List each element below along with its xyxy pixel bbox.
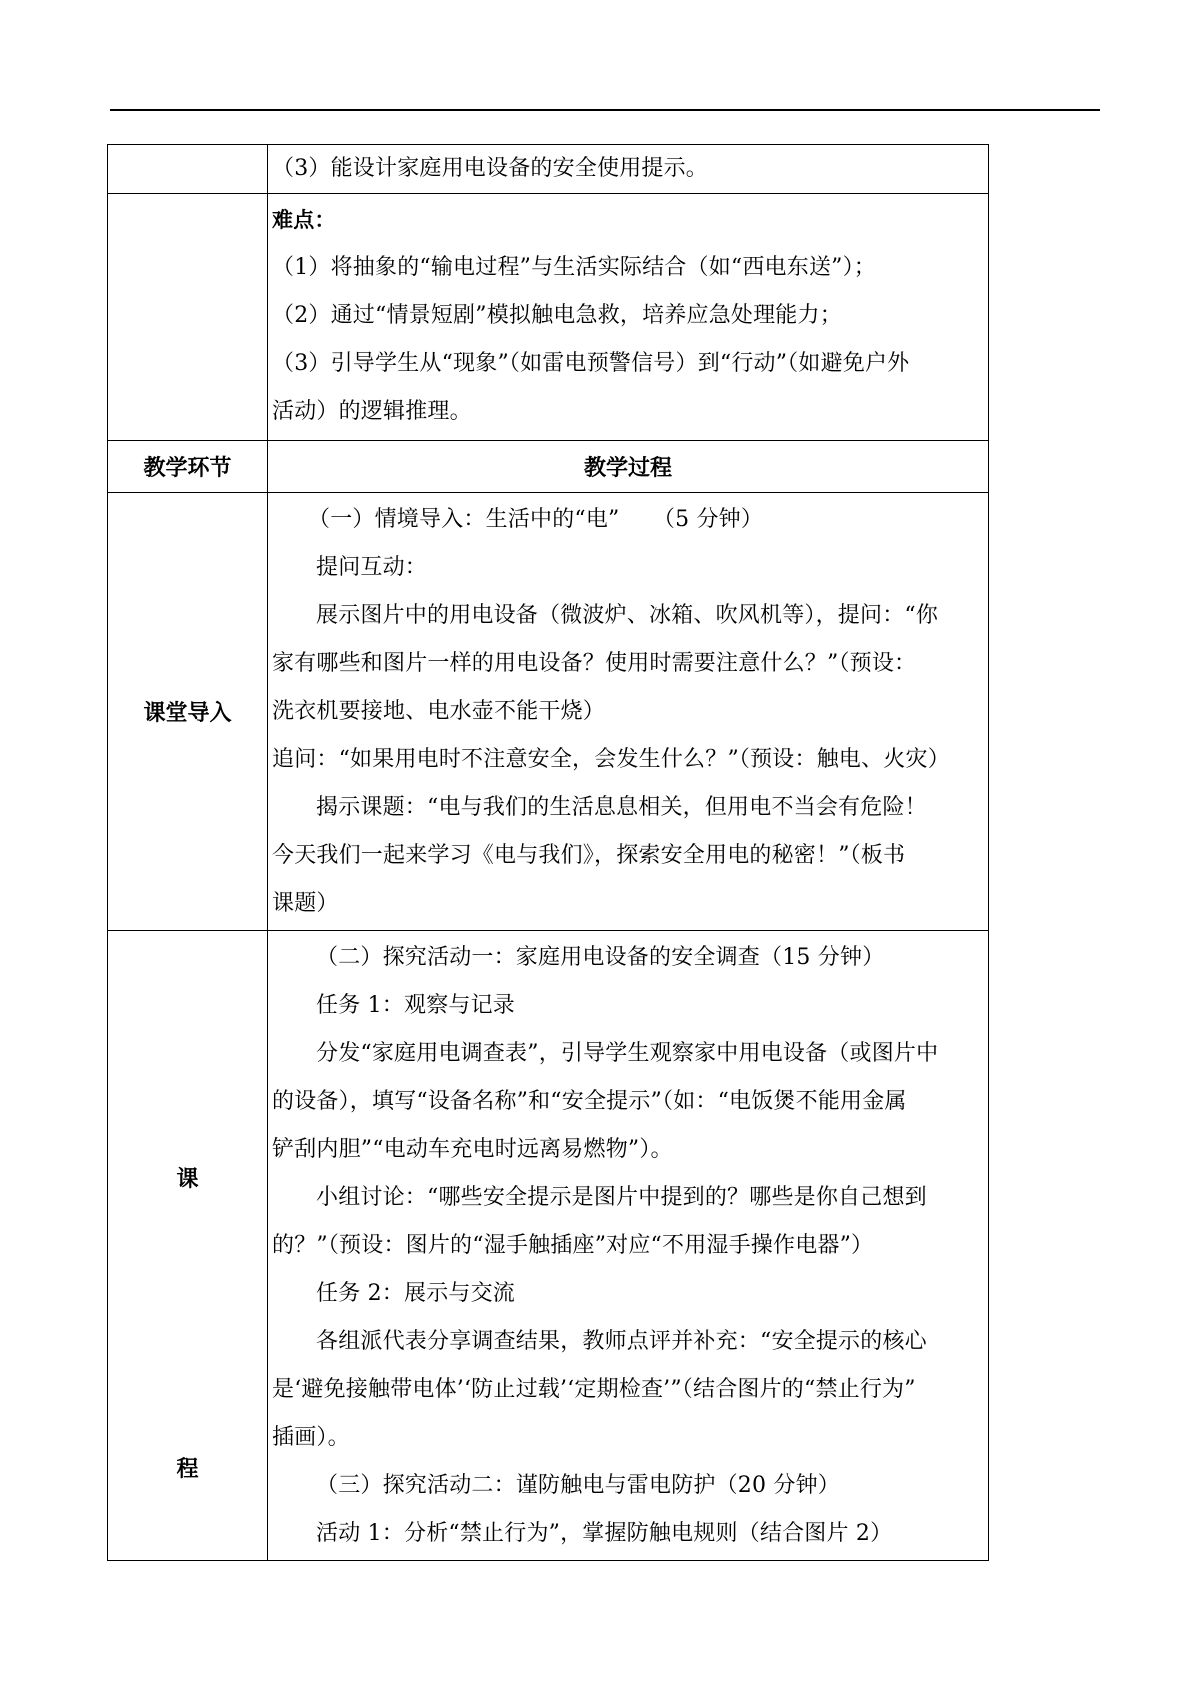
difficulty-line: 活动）的逻辑推理。 <box>272 399 472 424</box>
paragraph-line: 揭示课题：“电与我们的生活息息相关，但用电不当会有危险！ <box>316 795 927 820</box>
paragraph-line: 活动 1：分析“禁止行为”，掌握防触电规则（结合图片 2） <box>316 1521 893 1546</box>
difficulty-line: （1）将抽象的“输电过程”与生活实际结合（如“西电东送”）； <box>272 255 876 280</box>
process-label-cell <box>108 931 268 1561</box>
section-heading: （一）情境导入：生活中的“电” （5 分钟） <box>308 507 764 532</box>
intro-row <box>108 493 989 931</box>
intro-label: 课堂导入 <box>108 493 268 931</box>
paragraph-line: 插画）。 <box>272 1425 350 1450</box>
process-label-bottom: 程 <box>176 1457 199 1482</box>
paragraph-line: 洗衣机要接地、电水壶不能干烧） <box>272 699 606 724</box>
paragraph-line: 铲刮内胆”“电动车充电时远离易燃物”）。 <box>272 1137 673 1162</box>
paragraph-line: 是‘避免接触带电体’‘防止过载’‘定期检查’”（结合图片的“禁止行为” <box>272 1377 916 1402</box>
process-row <box>108 931 989 1561</box>
paragraph-line: 展示图片中的用电设备（微波炉、冰箱、吹风机等），提问：“你 <box>316 603 939 628</box>
process-cell <box>268 931 989 1561</box>
paragraph-line: 今天我们一起来学习《电与我们》，探索安全用电的秘密！”（板书 <box>272 843 906 868</box>
difficulty-line: （2）通过“情景短剧”模拟触电急救，培养应急处理能力； <box>272 303 842 328</box>
lesson-plan-table <box>107 144 989 1561</box>
difficulties-title: 难点： <box>272 208 336 232</box>
paragraph-line: 分发“家庭用电调查表”，引导学生观察家中用电设备（或图片中 <box>316 1041 939 1066</box>
difficulties-row <box>108 194 989 441</box>
objectives-label-cell <box>108 145 268 194</box>
difficulties-cell <box>268 194 989 441</box>
difficulties-label-cell <box>108 194 268 441</box>
header-teaching-process: 教学过程 <box>268 441 989 493</box>
difficulty-line: （3）引导学生从“现象”（如雷电预警信号）到“行动”（如避免户外 <box>272 351 910 376</box>
page-header-rule <box>110 109 1100 111</box>
paragraph-line: 任务 1：观察与记录 <box>316 993 515 1018</box>
paragraph-line: 课题） <box>272 891 339 916</box>
intro-cell <box>268 493 989 931</box>
process-label-top: 课 <box>176 1167 199 1192</box>
objective-line: （3）能设计家庭用电设备的安全使用提示。 <box>272 156 708 181</box>
header-teaching-stage: 教学环节 <box>108 441 268 493</box>
paragraph-line: 的？”（预设：图片的“湿手触插座”对应“不用湿手操作电器”） <box>272 1233 874 1258</box>
paragraph-line: 提问互动： <box>316 555 428 580</box>
section-heading: （三）探究活动二：谨防触电与雷电防护（20 分钟） <box>316 1473 840 1498</box>
table-header-row <box>108 441 989 493</box>
paragraph-line: 追问：“如果用电时不注意安全，会发生什么？”（预设：触电、火灾） <box>272 747 950 772</box>
paragraph-line: 家有哪些和图片一样的用电设备？使用时需要注意什么？”（预设： <box>272 651 917 676</box>
paragraph-line: 的设备），填写“设备名称”和“安全提示”（如：“电饭煲不能用金属 <box>272 1089 907 1114</box>
paragraph-line: 小组讨论：“哪些安全提示是图片中提到的？哪些是你自己想到 <box>316 1185 927 1210</box>
paragraph-line: 各组派代表分享调查结果，教师点评并补充：“安全提示的核心 <box>316 1329 927 1354</box>
paragraph-line: 任务 2：展示与交流 <box>316 1281 515 1306</box>
objectives-row <box>108 145 989 194</box>
section-heading: （二）探究活动一：家庭用电设备的安全调查（15 分钟） <box>316 945 885 970</box>
objectives-cell <box>268 145 989 194</box>
